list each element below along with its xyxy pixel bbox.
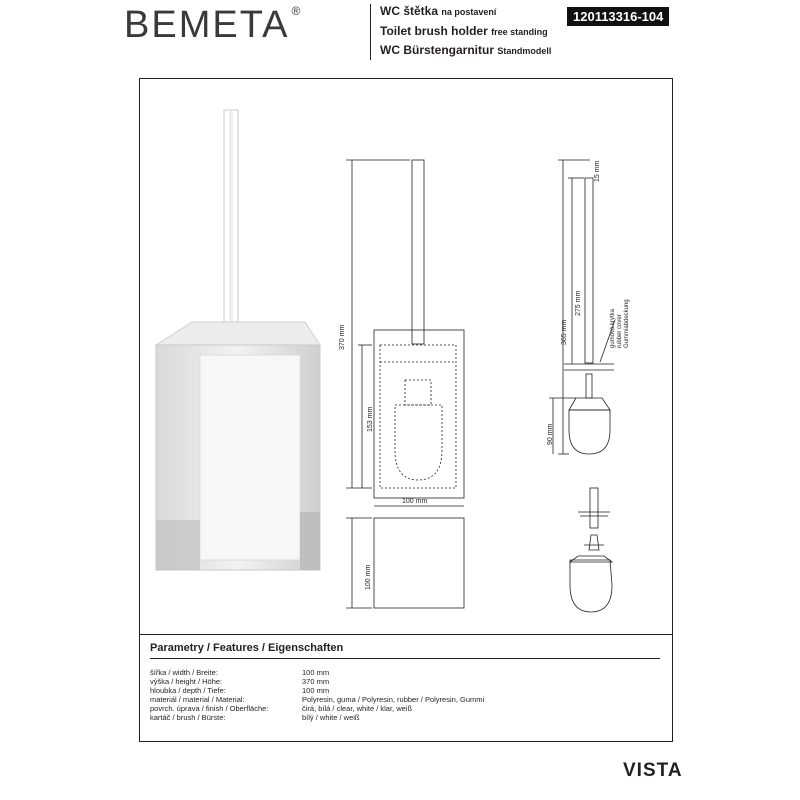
spec-label-finish: povrch. úprava / finish / Oberfläche: [150, 704, 269, 713]
brush-drawing [549, 160, 615, 454]
product-code: 120113316-104 [567, 7, 669, 26]
spec-value-width: 100 mm [302, 668, 330, 677]
spec-label-depth: hloubka / depth / Tiefe: [150, 686, 226, 695]
product-photo [156, 110, 320, 570]
features-title: Parametry / Features / Eigenschaften [150, 642, 344, 654]
spec-value-brush: bílý / white / weiß [302, 713, 360, 722]
spec-value-finish: čirá, bílá / clear, white / klar, weiß [302, 704, 413, 713]
spec-label-height: výška / height / Höhe: [150, 677, 223, 686]
dim-height-label: 370 mm [339, 324, 346, 350]
dim-brush-total-label: 365 mm [561, 319, 568, 345]
title-cz-sub: na postavení [441, 7, 497, 17]
brand-name: BEMETA [124, 4, 290, 46]
cover-label-cz: gumová krytka [610, 308, 616, 348]
cover-label-en: rubber cover [617, 314, 623, 348]
cover-label-de: Gummiabdeckung [624, 299, 630, 348]
top-view [346, 518, 464, 608]
dim-head-label: 90 mm [547, 423, 554, 445]
dim-cap-label: 15 mm [594, 160, 601, 182]
registered-mark: ® [291, 4, 303, 18]
spec-label-width: šířka / width / Breite: [150, 668, 218, 677]
features-rule [150, 658, 660, 659]
features-divider [139, 634, 673, 635]
dim-holder-height-label: 153 mm [367, 406, 374, 432]
title-cz-main: WC štětka [380, 4, 439, 18]
spec-value-material: Polyresin, guma / Polyresin, rubber / Polyresin, Gummi [302, 695, 485, 704]
title-de-main: WC Bürstengarnitur [380, 43, 494, 57]
spec-label-material: materiál / material / Material: [150, 695, 245, 704]
brush-detail [570, 488, 612, 612]
title-en-main: Toilet brush holder [380, 24, 488, 38]
spec-value-depth: 100 mm [302, 686, 330, 695]
front-view [346, 160, 464, 506]
dim-width-label: 100 mm [402, 498, 428, 505]
dim-depth-label: 100 mm [365, 564, 372, 590]
title-de-sub: Standmodell [497, 46, 552, 56]
spec-value-height: 370 mm [302, 677, 330, 686]
model-name: VISTA [623, 760, 683, 781]
title-en-sub: free standing [491, 27, 548, 37]
spec-label-brush: kartáč / brush / Bürste: [150, 713, 226, 722]
dim-handle-label: 275 mm [575, 290, 582, 316]
